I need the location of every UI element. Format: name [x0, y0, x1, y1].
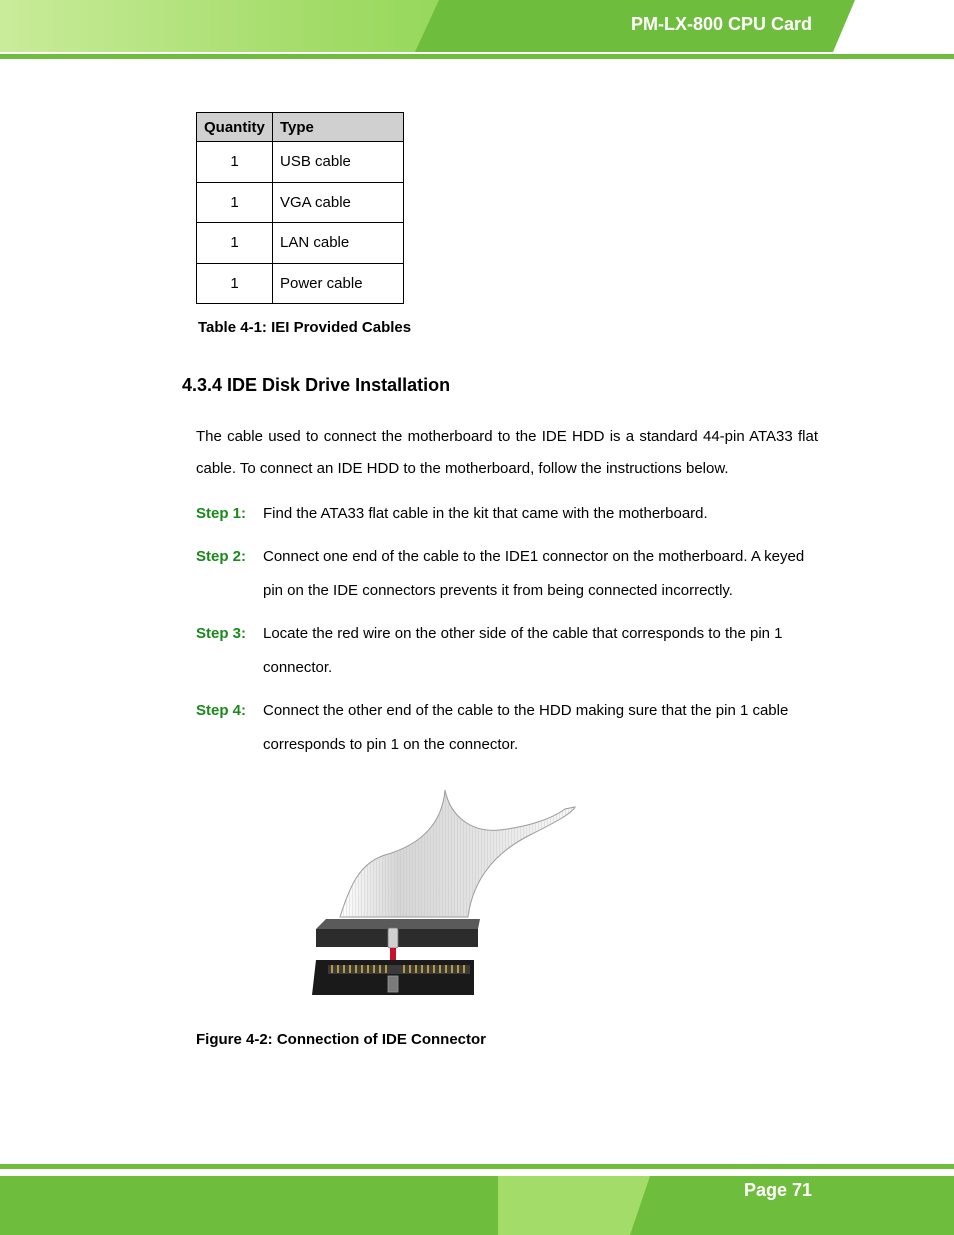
quantity-cell: 1 [197, 263, 273, 304]
footer-rule [0, 1164, 954, 1169]
step-item [196, 617, 821, 685]
figure-caption: Figure 4-2: Connection of IDE Connector [196, 1031, 487, 1048]
step-label: Step 3: [196, 625, 247, 642]
document-title: PM-LX-800 CPU Card [630, 14, 812, 34]
table-row [197, 223, 404, 264]
step-item [196, 540, 821, 608]
ribbon-cable [340, 790, 575, 917]
cables-table [196, 112, 404, 304]
step-item [196, 497, 821, 531]
column-header-quantity: Quantity [197, 113, 273, 142]
type-cell: LAN cable [273, 223, 404, 264]
step-label: Step 1: [196, 505, 247, 522]
table-header-row [197, 113, 404, 142]
ide-connector-illustration [300, 785, 590, 1000]
table-row [197, 182, 404, 223]
type-cell: VGA cable [273, 182, 404, 223]
motherboard-header [312, 960, 474, 995]
step-text: Connect one end of the cable to the IDE1 connector on the motherboard. A keyed pin on the IDE connectors prevents it from being connected incorrectly. [263, 548, 805, 599]
quantity-cell: 1 [197, 182, 273, 223]
column-header-type: Type [273, 113, 404, 142]
table-row [197, 142, 404, 183]
step-label: Step 2: [196, 548, 247, 565]
intro-paragraph: The cable used to connect the motherboard to the IDE HDD is a standard 44-pin ATA33 flat cable. To connect an IDE HDD to the motherboard, follow the instructions below. [196, 428, 818, 477]
section-heading: 4.3.4 IDE Disk Drive Installation [182, 375, 451, 395]
quantity-cell: 1 [197, 223, 273, 264]
header-rule [0, 54, 954, 59]
step-item [196, 694, 821, 762]
table-row [197, 263, 404, 304]
step-text: Connect the other end of the cable to the HDD making sure that the pin 1 cable corresponds to pin 1 on the connector. [263, 702, 789, 753]
quantity-cell: 1 [197, 142, 273, 183]
step-text: Find the ATA33 flat cable in the kit that came with the motherboard. [263, 505, 708, 522]
table-caption: Table 4-1: IEI Provided Cables [198, 319, 412, 336]
type-cell: USB cable [273, 142, 404, 183]
type-cell: Power cable [273, 263, 404, 304]
cable-connector [316, 919, 480, 948]
footer-band-light [498, 1176, 650, 1235]
header-band-light [0, 0, 440, 52]
page-number: Page 71 [743, 1180, 812, 1200]
step-label: Step 4: [196, 702, 247, 719]
step-text: Locate the red wire on the other side of the cable that corresponds to the pin 1 connector. [263, 625, 783, 676]
